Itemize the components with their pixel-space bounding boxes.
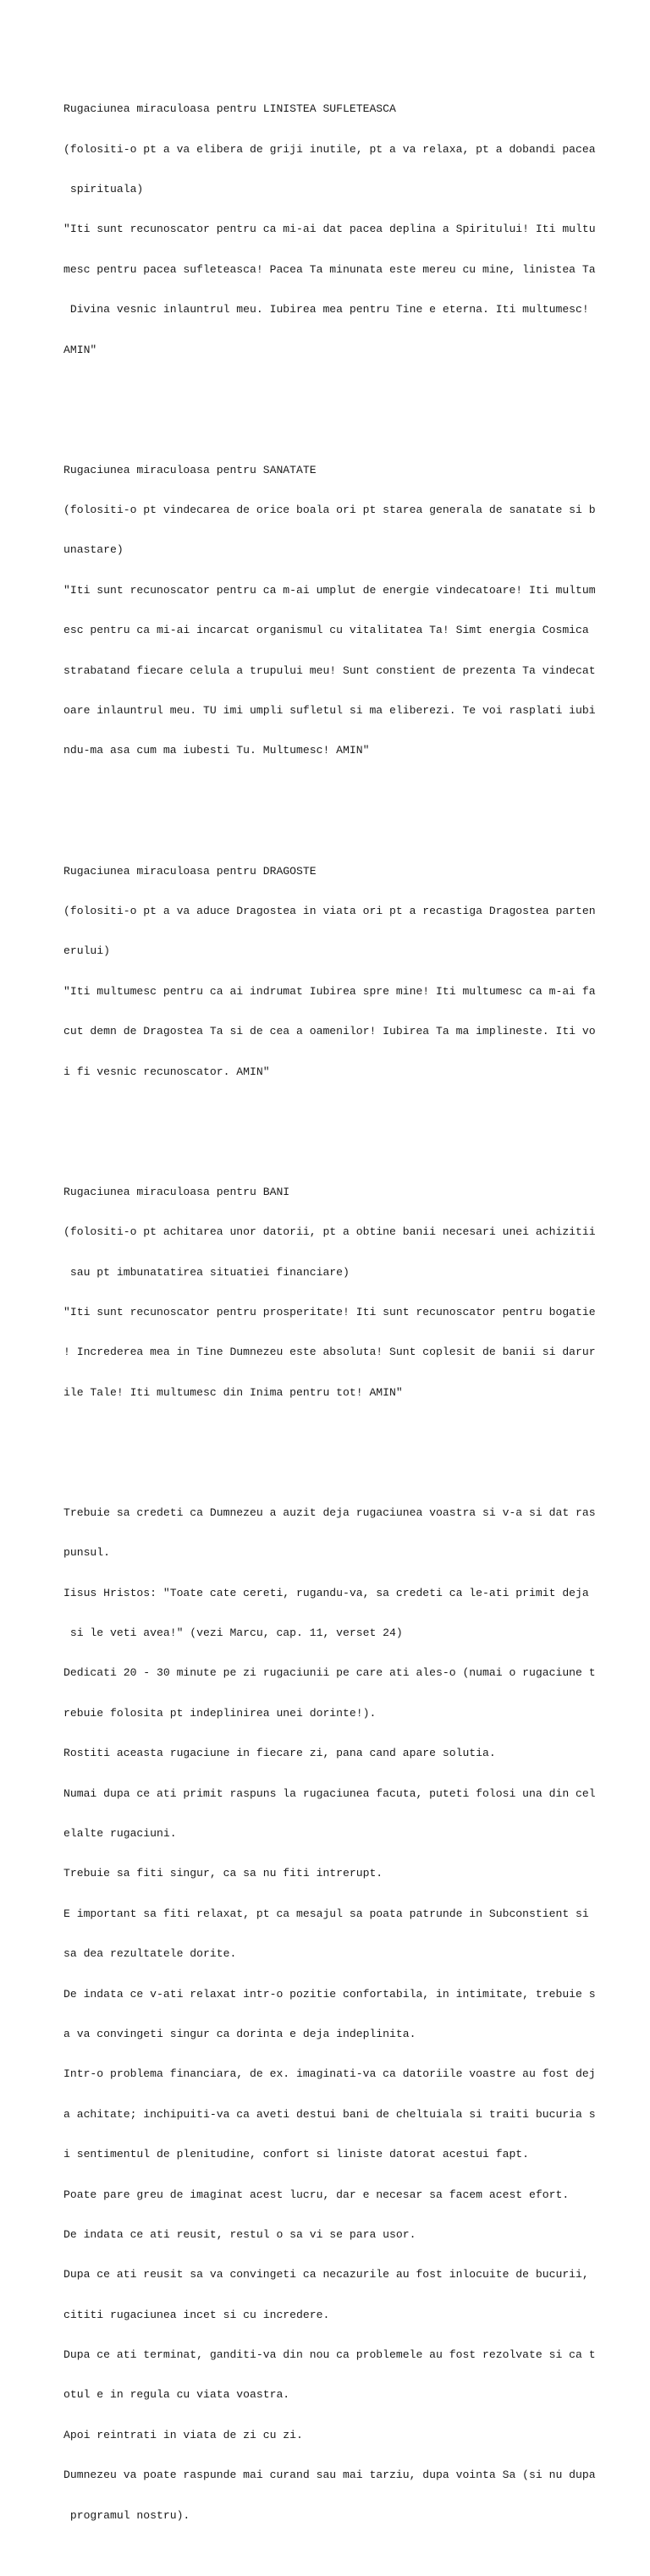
text-line: unastare) <box>63 543 124 557</box>
text-line: "Iti sunt recunoscator pentru ca m-ai umplut de energie vindecatoare! Iti multum <box>63 583 596 597</box>
text-line: cititi rugaciunea incet si cu incredere. <box>63 2308 330 2321</box>
text-line: Trebuie sa credeti ca Dumnezeu a auzit deja rugaciunea voastra si v-a si dat ras <box>63 1505 596 1519</box>
text-line: Divina vesnic inlauntrul meu. Iubirea mea pentru Tine e eterna. Iti multumesc! <box>63 303 589 316</box>
prayer-section-money <box>63 1159 596 1426</box>
text-line: (folositi-o pt achitarea unor datorii, pt a obtine banii necesari unei achizitii <box>63 1225 596 1239</box>
text-line: programul nostru). <box>63 2508 190 2522</box>
text-line: Dumnezeu va poate raspunde mai curand sau mai tarziu, dupa vointa Sa (si nu dupa <box>63 2469 596 2482</box>
text-line: strabatand fiecare celula a trupului meu! Sunt constient de prezenta Ta vindecat <box>63 663 596 677</box>
text-line: si le veti avea!" (vezi Marcu, cap. 11, verset 24) <box>63 1627 403 1640</box>
text-line: mesc pentru pacea sufleteasca! Pacea Ta minunata este mereu cu mine, linistea Ta <box>63 262 596 276</box>
text-line: (folositi-o pt a va aduce Dragostea in viata ori pt a recastiga Dragostea parten <box>63 905 596 917</box>
text-line: sau pt imbunatatirea situatiei financiare) <box>63 1265 350 1279</box>
text-line: Poate pare greu de imaginat acest lucru, dar e necesar sa facem acest efort. <box>63 2188 570 2201</box>
section-title: Rugaciunea miraculoasa pentru DRAGOSTE <box>63 864 317 878</box>
text-line: sa dea rezultatele dorite. <box>63 1947 237 1961</box>
text-line: ile Tale! Iti multumesc din Inima pentru tot! AMIN" <box>63 1385 403 1399</box>
text-line: ! Increderea mea in Tine Dumnezeu este absoluta! Sunt coplesit de banii si darur <box>63 1346 596 1359</box>
text-line: E important sa fiti relaxat, pt ca mesajul sa poata patrunde in Subconstient si <box>63 1907 589 1920</box>
text-line: otul e in regula cu viata voastra. <box>63 2388 290 2402</box>
text-line: erului) <box>63 944 111 958</box>
text-line: Intr-o problema financiara, de ex. imaginati-va ca datoriile voastre au fost dej <box>63 2067 596 2081</box>
text-line: i fi vesnic recunoscator. AMIN" <box>63 1065 270 1078</box>
text-line: ndu-ma asa cum ma iubesti Tu. Multumesc! AMIN" <box>63 744 370 757</box>
section-title: Rugaciunea miraculoasa pentru BANI <box>63 1185 290 1198</box>
text-line: Trebuie sa fiti singur, ca sa nu fiti intrerupt. <box>63 1867 383 1880</box>
text-line: (folositi-o pt vindecarea de orice boala ori pt starea generala de sanatate si b <box>63 504 596 517</box>
text-line: i sentimentul de plenitudine, confort si liniste datorat acestui fapt. <box>63 2148 530 2161</box>
text-line: Dedicati 20 - 30 minute pe zi rugaciunii pe care ati ales-o (numai o rugaciune t <box>63 1666 596 1680</box>
text-line: punsul. <box>63 1546 111 1560</box>
text-line: a va convingeti singur ca dorinta e deja indeplinita. <box>63 2027 416 2040</box>
text-line: elalte rugaciuni. <box>63 1826 177 1840</box>
text-line: cut demn de Dragostea Ta si de cea a oamenilor! Iubirea Ta ma implineste. Iti vo <box>63 1025 596 1038</box>
text-line: Dupa ce ati reusit sa va convingeti ca necazurile au fost inlocuite de bucurii, <box>63 2268 589 2282</box>
text-line: De indata ce v-ati relaxat intr-o pozitie confortabila, in intimitate, trebuie s <box>63 1987 596 2001</box>
text-line: (folositi-o pt a va elibera de griji inutile, pt a va relaxa, pt a dobandi pacea <box>63 142 596 156</box>
text-line: Apoi reintrati in viata de zi cu zi. <box>63 2428 303 2441</box>
text-line: Dupa ce ati terminat, ganditi-va din nou ca problemele au fost rezolvate si ca t <box>63 2348 596 2362</box>
text-line: Numai dupa ce ati primit raspuns la rugaciunea facuta, puteti folosi una din cel <box>63 1786 596 1800</box>
text-line: "Iti sunt recunoscator pentru prosperitate! Iti sunt recunoscator pentru bogatie <box>63 1305 596 1318</box>
text-line: "Iti multumesc pentru ca ai indrumat Iubirea spre mine! Iti multumesc ca m-ai fa <box>63 984 596 998</box>
text-line: oare inlauntrul meu. TU imi umpli sufletul si ma eliberezi. Te voi rasplati iubi <box>63 704 596 718</box>
section-title: Rugaciunea miraculoasa pentru LINISTEA SUFLETEASCA <box>63 102 396 116</box>
text-line: a achitate; inchipuiti-va ca aveti destui bani de cheltuiala si traiti bucuria s <box>63 2107 596 2121</box>
text-line: esc pentru ca mi-ai incarcat organismul cu vitalitatea Ta! Simt energia Cosmica <box>63 624 589 637</box>
instructions-section <box>63 1479 596 2549</box>
text-line: AMIN" <box>63 343 97 356</box>
text-line: rebuie folosita pt indeplinirea unei dorinte!). <box>63 1706 377 1720</box>
section-title: Rugaciunea miraculoasa pentru SANATATE <box>63 463 317 476</box>
text-line: De indata ce ati reusit, restul o sa vi se para usor. <box>63 2227 416 2241</box>
text-line: Iisus Hristos: "Toate cate cereti, rugandu-va, sa credeti ca le-ati primit deja <box>63 1586 589 1599</box>
text-line: "Iti sunt recunoscator pentru ca mi-ai dat pacea deplina a Spiritului! Iti multu <box>63 223 596 236</box>
document-page <box>63 49 596 2576</box>
text-line: spirituala) <box>63 182 144 195</box>
text-line: Rostiti aceasta rugaciune in fiecare zi, pana cand apare solutia. <box>63 1747 496 1760</box>
prayer-section-peace <box>63 76 596 383</box>
prayer-section-health <box>63 437 596 784</box>
prayer-section-love <box>63 838 596 1105</box>
